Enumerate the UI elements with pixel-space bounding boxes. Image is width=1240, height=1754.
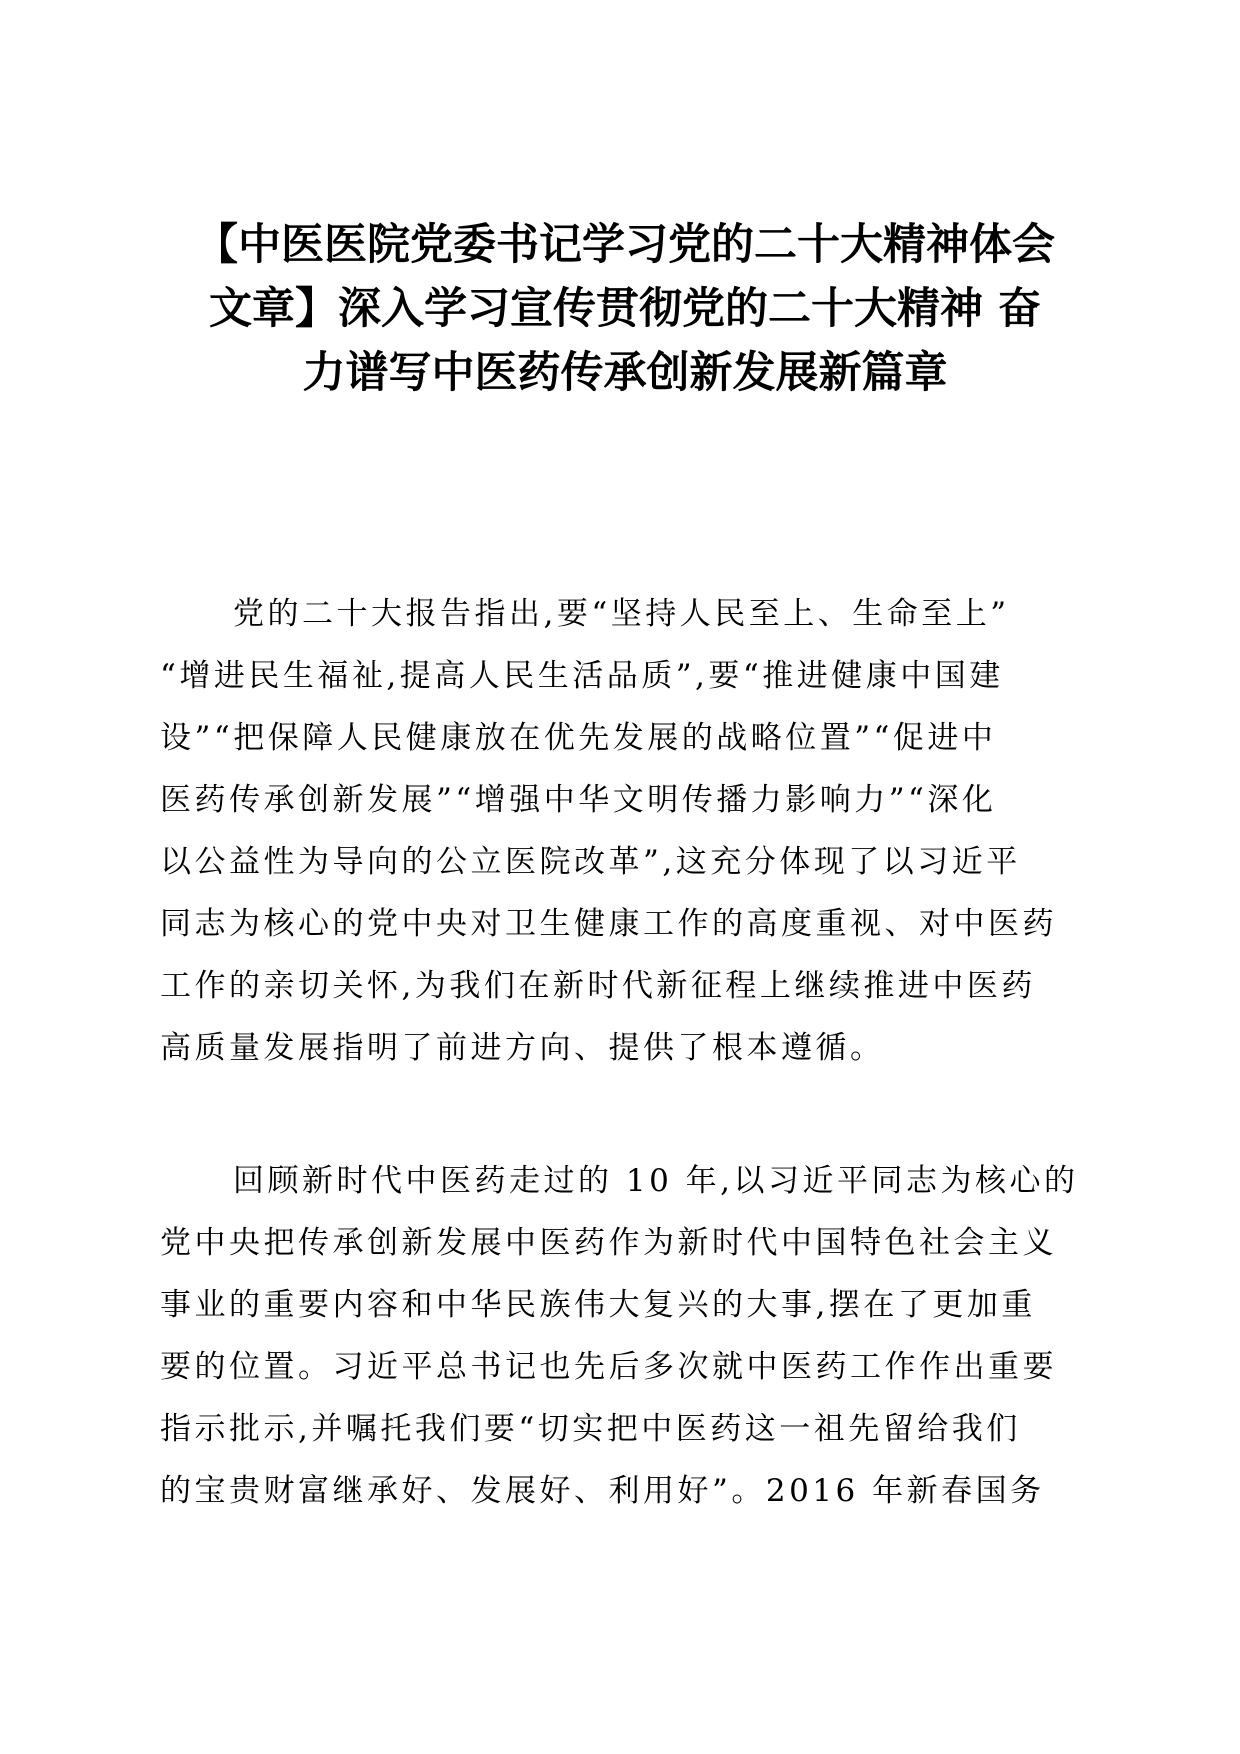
document-title bbox=[160, 213, 1090, 405]
paragraph-line: 设”“把保障人民健康放在优先发展的战略位置”“促进中 bbox=[160, 720, 997, 756]
paragraph-line: 要的位置。习近平总书记也先后多次就中医药工作作出重要 bbox=[160, 1349, 1057, 1385]
paragraph-line: 指示批示,并嘱托我们要“切实把中医药这一祖先留给我们 bbox=[160, 1411, 1021, 1447]
paragraph-line: 同志为核心的党中央对卫生健康工作的高度重视、对中医药 bbox=[160, 906, 1057, 942]
paragraph-line: 党的二十大报告指出,要“坚持人民至上、生命至上” bbox=[233, 596, 1010, 632]
paragraph-line: 医药传承创新发展”“增强中华文明传播力影响力”“深化 bbox=[160, 782, 997, 818]
paragraph-2 bbox=[160, 1150, 1080, 1522]
paragraph-line: 高质量发展指明了前进方向、提供了根本遵循。 bbox=[160, 1030, 885, 1066]
title-line-1: 【中医医院党委书记学习党的二十大精神体会 bbox=[195, 220, 1055, 270]
title-line-2: 文章】深入学习宣传贯彻党的二十大精神 奋 bbox=[209, 284, 1041, 334]
paragraph-line: “增进民生福祉,提高人民生活品质”,要“推进健康中国建 bbox=[160, 658, 1004, 694]
paragraph-line: 党中央把传承创新发展中医药作为新时代中国特色社会主义 bbox=[160, 1225, 1057, 1261]
paragraph-line: 工作的亲切关怀,为我们在新时代新征程上继续推进中医药 bbox=[160, 968, 1036, 1004]
paragraph-line: 回顾新时代中医药走过的 10 年,以习近平同志为核心的 bbox=[233, 1163, 1079, 1199]
paragraph-1 bbox=[160, 583, 1080, 1079]
paragraph-line: 事业的重要内容和中华民族伟大复兴的大事,摆在了更加重 bbox=[160, 1287, 1036, 1323]
title-line-3: 力谱写中医药传承创新发展新篇章 bbox=[302, 348, 948, 398]
paragraph-line: 的宝贵财富继承好、发展好、利用好”。2016 年新春国务 bbox=[160, 1473, 1045, 1509]
paragraph-line: 以公益性为导向的公立医院改革”,这充分体现了以习近平 bbox=[160, 844, 1021, 880]
